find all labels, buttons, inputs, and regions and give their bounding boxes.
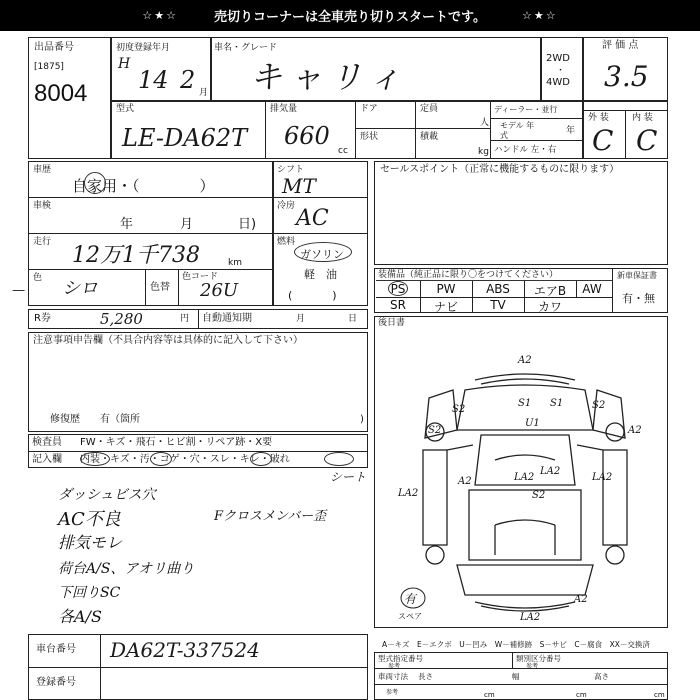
shape-label: 形状 [360, 132, 379, 142]
mark-rear-bumper: LA2 [520, 612, 541, 623]
mark-left-front-door: S2 [452, 404, 466, 415]
size-ref: 参考 [386, 689, 399, 696]
frame-note: Fクロスメンバー歪 [214, 509, 327, 524]
repair-label: 修復歴 有（箇所 [50, 414, 140, 425]
color-code-label: 色コード [182, 272, 219, 282]
equip-ps-circle [388, 281, 408, 296]
mileage-value: 12万1千738 [72, 243, 200, 268]
shift-value: MT [282, 174, 316, 198]
drive-dot: ・ [556, 66, 566, 76]
inspection-day: 日) [238, 217, 257, 232]
mark-hood-left: S1 [518, 398, 532, 409]
equip-tv: TV [490, 298, 506, 312]
mileage-unit: km [228, 258, 242, 268]
equip-pw: PW [436, 282, 456, 296]
afterday-label: 後日書 [378, 318, 406, 328]
margin-mark [12, 285, 27, 291]
equip-ps: PS [390, 282, 406, 296]
inspector-label: 検査員 [32, 437, 62, 448]
mark-right-front-wheel: A2 [628, 425, 642, 436]
equip-navi: ナビ [433, 300, 458, 314]
load-label: 積載 [420, 132, 439, 142]
fuel-label: 燃料 [277, 237, 296, 247]
size-hei: 高さ [594, 672, 609, 681]
banner-text: 売切りコーナーは全車売り切りスタートです。 [214, 10, 486, 25]
mark-left-front-wheel: S2 [428, 425, 442, 436]
class-label: 類別区分番号 [516, 654, 561, 663]
chassis-label: 車台番号 [36, 644, 76, 655]
equip-sr: SR [390, 298, 406, 312]
history-label: 車歴 [33, 165, 52, 175]
name-label: 車名・グレード [214, 43, 278, 53]
load-unit: kg [478, 147, 489, 157]
size-len: 長さ [418, 672, 433, 681]
equip-leather: カワ [537, 300, 562, 314]
history-circle [84, 172, 106, 194]
banner-stars-left: ☆★☆ [142, 9, 179, 22]
seat-note: シート [330, 470, 367, 484]
drive-2wd: 2WD [546, 53, 570, 64]
notes-label: 注意事項申告欄（不具合内容等は具体的に記入して下さい） [33, 335, 303, 346]
inspector-row2: 内装・キズ・汚・コゲ・穴・スレ・キレ・破れ [80, 454, 290, 465]
model-year-unit: 年 [566, 126, 576, 136]
displacement-label: 排気量 [270, 104, 298, 114]
inspection-month: 月 [180, 217, 194, 232]
history-value: 自家用・（ ） [72, 177, 215, 195]
fuel-gasoline: ガソリン [300, 248, 344, 261]
tax-notice-day: 日 [348, 314, 358, 324]
mark-rear-right: A2 [574, 594, 588, 605]
mark-right-body: LA2 [592, 472, 613, 483]
equip-abs: ABS [486, 282, 510, 296]
aircon-label: 冷房 [277, 201, 296, 211]
equipment-label: 装備品（純正品に限り〇をつけてください） [378, 270, 559, 280]
color-label: 色 [33, 273, 43, 283]
interior-label: 内 装 [632, 113, 653, 123]
mark-left-rear-side: LA2 [398, 488, 419, 499]
inspector-sub: 記入欄 [32, 454, 62, 465]
warranty-value: 有・無 [622, 292, 655, 305]
drive-4wd: 4WD [546, 77, 570, 88]
reg-month-unit: 月 [199, 88, 209, 98]
mark-cab-right: LA2 [540, 466, 561, 477]
mileage-label: 走行 [33, 237, 52, 247]
recycle-unit: 円 [180, 314, 190, 324]
tax-notice-label: 自動通知期 [202, 313, 252, 324]
lot-label: 出品番号 [34, 42, 74, 53]
capacity-unit: 人 [480, 118, 490, 128]
top-banner [0, 0, 700, 31]
mark-hood-right: S1 [550, 398, 564, 409]
spare-mark: 有 [404, 592, 417, 606]
interior-value: C [636, 124, 658, 157]
capacity-label: 定員 [420, 104, 439, 114]
sales-point-box [374, 161, 668, 265]
spare-label: スペア [398, 612, 422, 621]
handle-label: ハンドル 左・右 [494, 145, 557, 155]
shift-label: シフト [277, 165, 305, 175]
inspector-row1: FW・キズ・飛石・ヒビ割・リペア跡・X要 [80, 437, 273, 448]
size-wid: 幅 [512, 672, 520, 681]
equipment-grid [376, 280, 612, 312]
equip-airbag: エアB [533, 284, 567, 298]
note-line-6: 各A/S [58, 607, 102, 626]
warranty-label: 新車保証書 [617, 271, 657, 280]
color-value: シロ [62, 278, 98, 299]
door-label: ドア [360, 104, 378, 114]
equip-aw: AW [582, 282, 602, 296]
grade-value: 3.5 [604, 60, 649, 93]
displacement-value: 660 [284, 122, 330, 150]
spec-label: 型式指定番号 [378, 654, 423, 663]
reg-year: 14 [138, 66, 169, 94]
note-line-2: AC不良 [58, 509, 121, 530]
mark-cab-left: LA2 [514, 472, 535, 483]
note-line-3: 排気モレ [58, 533, 123, 552]
model-label: 型式 [116, 104, 135, 114]
fuel-diesel: 軽 油 [304, 268, 337, 281]
size-label: 車両寸法 [378, 672, 408, 681]
aircon-value: AC [296, 206, 329, 231]
color-code-value: 26U [200, 280, 239, 301]
color-change-label: 色替 [150, 282, 170, 293]
note-line-5: 下回りSC [58, 585, 121, 601]
exterior-label: 外 装 [588, 113, 609, 123]
recycle-label: R券 [34, 313, 51, 324]
registration-label: 登録番号 [36, 677, 76, 688]
spec-ref: 参考 [388, 663, 401, 670]
reg-label: 初度登録年月 [116, 43, 171, 53]
note-line-1: ダッシュビス穴 [58, 487, 156, 503]
grade-label: 評 価 点 [602, 40, 639, 51]
reg-era: H [118, 56, 131, 72]
lot-number: 8004 [34, 80, 88, 107]
displacement-unit: cc [338, 146, 348, 156]
exterior-value: C [592, 124, 614, 157]
lot-sub: [1875] [34, 62, 64, 72]
model-year-label: モデル 年式 [500, 121, 535, 140]
dealer-label: ディーラー・並行 [494, 105, 558, 114]
mark-left-body: A2 [458, 476, 472, 487]
inspection-year: 年 [120, 217, 134, 232]
tax-notice-month: 月 [296, 314, 306, 324]
vehicle-damage-map [395, 350, 655, 630]
mark-front-bumper: A2 [518, 355, 532, 366]
fuel-other: ( ) [288, 289, 343, 302]
fuel-circle [294, 242, 352, 262]
damage-legend: A－キズ E－エクボ U－凹み W－補修跡 S－サビ C－腐食 XX－交換済 [382, 640, 650, 649]
inspection-label: 車検 [33, 201, 52, 211]
mark-right-front-door: S2 [592, 400, 606, 411]
banner-stars-right: ☆★☆ [521, 9, 558, 22]
sales-point-label: セールスポイント（正常に機能するものに限ります） [380, 164, 620, 175]
reg-month: 2 [180, 66, 196, 94]
class-ref: 参考 [526, 663, 539, 670]
note-line-4: 荷台A/S、アオリ曲り [58, 561, 195, 577]
recycle-value: 5,280 [100, 310, 143, 328]
model-value: LE-DA62T [122, 124, 248, 152]
mark-bed-center: S2 [532, 490, 546, 501]
chassis-value: DA62T-337524 [110, 638, 260, 662]
mark-hood-center: U1 [525, 418, 540, 429]
car-name: キャリィ [250, 58, 409, 96]
